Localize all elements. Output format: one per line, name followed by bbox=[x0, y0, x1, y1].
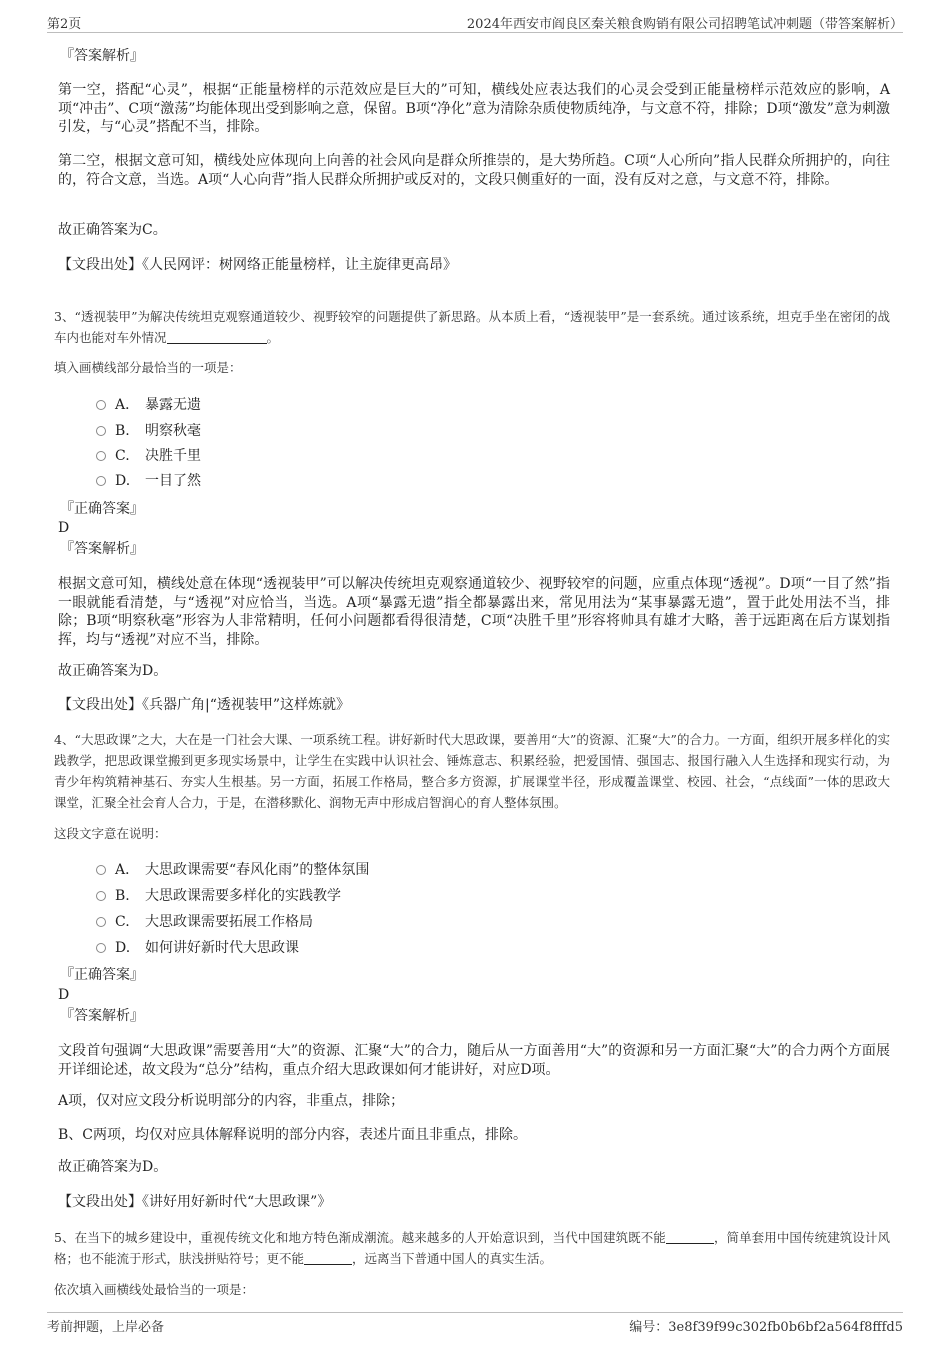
answer-blank bbox=[666, 1230, 714, 1244]
option-text: 大思政课需要多样化的实践教学 bbox=[145, 888, 341, 904]
q4-option-b[interactable] bbox=[96, 887, 341, 905]
option-letter: B. bbox=[115, 888, 130, 904]
q5-stem bbox=[54, 1227, 890, 1269]
q4-analysis: 文段首句强调“大思政课”需要善用“大”的资源、汇聚“大”的合力，随后从一方面善用“大”的资源和另一方面汇聚“大”的合力两个方面展开详细论述，故文段为“总分”结构，重点介绍大思政课如何才能讲好，对应D项。 bbox=[58, 1043, 890, 1078]
page-footer bbox=[47, 1312, 903, 1335]
q4-prompt: 这段文字意在说明： bbox=[54, 826, 167, 841]
radio-button[interactable] bbox=[96, 865, 106, 875]
option-text: 暴露无遗 bbox=[145, 397, 201, 413]
q3-option-c[interactable] bbox=[96, 447, 201, 465]
q2-analysis-label: 『答案解析』 bbox=[60, 48, 144, 64]
answer-blank bbox=[167, 330, 267, 344]
option-text: 明察秋毫 bbox=[145, 423, 201, 439]
q2-source: 【文段出处】《人民网评：树网络正能量榜样，让主旋律更高昂》 bbox=[58, 257, 457, 273]
document-id: 编号：3e8f39f99c302fb0b6bf2a564f8fffd5 bbox=[629, 1320, 903, 1335]
q4-correct-answer: D bbox=[58, 987, 70, 1003]
option-letter: B. bbox=[115, 423, 130, 439]
q2-analysis-paragraph-2: 第二空，根据文意可知，横线处应体现向上向善的社会风向是群众所推崇的，是大势所趋。C项“人心所向”指人民群众所拥护的，向往的，符合文意，当选。A项“人心向背”指人民群众所拥护或反对的，文段只侧重好的一面，没有反对之意，与文意不符，排除。 bbox=[58, 153, 890, 188]
q5-stem-middle: ，简单套用中国传统建筑设计风格；也不能流于形式，肤浅拼贴符号；更不能 bbox=[54, 1230, 890, 1266]
q2-analysis-paragraph-1: 第一空，搭配“心灵”，根据“正能量榜样的示范效应是巨大的”可知，横线处应表达我们的心灵会受到正能量榜样示范效应的影响，A项“冲击”、C项“激荡”均能体现出受到影响之意，保留。B项“净化”意为清除杂质使物质纯净，与文意不符，排除；D项“激发”意为刺激引发，与“心灵”搭配不当，排除。 bbox=[58, 82, 890, 135]
option-text: 如何讲好新时代大思政课 bbox=[145, 940, 299, 956]
footer-slogan: 考前押题，上岸必备 bbox=[47, 1320, 165, 1335]
q3-source: 【文段出处】《兵器广角|“透视装甲”这样炼就》 bbox=[58, 697, 351, 713]
q4-option-c[interactable] bbox=[96, 913, 313, 931]
option-text: 一目了然 bbox=[145, 473, 201, 489]
option-letter: A． bbox=[115, 862, 140, 878]
page-header bbox=[47, 10, 903, 33]
option-letter: D. bbox=[115, 473, 131, 489]
option-letter: C. bbox=[115, 448, 130, 464]
q3-stem bbox=[54, 306, 890, 348]
q3-option-a[interactable] bbox=[96, 396, 201, 414]
radio-button[interactable] bbox=[96, 891, 106, 901]
option-letter: D. bbox=[115, 940, 131, 956]
answer-blank bbox=[304, 1251, 352, 1265]
q5-prompt: 依次填入画横线处最恰当的一项是： bbox=[54, 1282, 255, 1297]
q3-prompt: 填入画横线部分最恰当的一项是： bbox=[54, 360, 242, 375]
q4-correct-label: 『正确答案』 bbox=[60, 967, 144, 983]
q4-option-d[interactable] bbox=[96, 939, 299, 957]
option-letter: A． bbox=[115, 397, 140, 413]
q3-analysis-label: 『答案解析』 bbox=[60, 541, 144, 557]
option-text: 大思政课需要“春风化雨”的整体氛围 bbox=[145, 862, 370, 878]
q4-analysis-label: 『答案解析』 bbox=[60, 1008, 144, 1024]
option-letter: C. bbox=[115, 914, 130, 930]
q5-stem-end: ，远离当下普通中国人的真实生活。 bbox=[352, 1251, 553, 1266]
q3-option-d[interactable] bbox=[96, 472, 201, 490]
radio-button[interactable] bbox=[96, 426, 106, 436]
q3-option-b[interactable] bbox=[96, 422, 201, 440]
radio-button[interactable] bbox=[96, 400, 106, 410]
radio-button[interactable] bbox=[96, 451, 106, 461]
option-text: 决胜千里 bbox=[145, 448, 201, 464]
page-number: 第2页 bbox=[47, 17, 82, 32]
q5-stem-text: 5、在当下的城乡建设中，重视传统文化和地方特色渐成潮流。越来越多的人开始意识到，当代中国建筑既不能 bbox=[54, 1230, 666, 1245]
q3-correct-answer: D bbox=[58, 520, 70, 536]
q4-option-a[interactable] bbox=[96, 861, 369, 879]
document-title: 2024年西安市阎良区秦关粮食购销有限公司招聘笔试冲刺题（带答案解析） bbox=[466, 17, 903, 32]
q3-stem-end: 。 bbox=[266, 330, 280, 345]
q3-analysis: 根据文意可知，横线处意在体现“透视装甲”可以解决传统坦克观察通道较少、视野较窄的问题，应重点体现“透视”。D项“一目了然”指一眼就能看清楚，与“透视”对应恰当，当选。A项“暴露无遗”指全都暴露出来，常见用法为“某事暴露无遗”，置于此处用法不当，排除；B项“明察秋毫”形容为人非常精明，任何小问题都看得很清楚，C项“决胜千里”形容将帅具有雄才大略，善于远距离在后方谋划指挥，均与“透视”对应不当，排除。 bbox=[58, 576, 890, 648]
q4-conclusion: 故正确答案为D。 bbox=[58, 1159, 168, 1175]
radio-button[interactable] bbox=[96, 917, 106, 927]
q3-conclusion: 故正确答案为D。 bbox=[58, 663, 168, 679]
radio-button[interactable] bbox=[96, 476, 106, 486]
radio-button[interactable] bbox=[96, 943, 106, 953]
q3-correct-label: 『正确答案』 bbox=[60, 501, 144, 517]
q4-option-bc-note: B、C两项，均仅对应具体解释说明的部分内容，表述片面且非重点，排除。 bbox=[58, 1127, 527, 1143]
option-text: 大思政课需要拓展工作格局 bbox=[145, 914, 313, 930]
q4-option-a-note: A项，仅对应文段分析说明部分的内容，非重点，排除； bbox=[58, 1093, 405, 1109]
q3-stem-text: 3、“透视装甲”为解决传统坦克观察通道较少、视野较窄的问题提供了新思路。从本质上看，“透视装甲”是一套系统。通过该系统，坦克手坐在密闭的战车内也能对车外情况 bbox=[54, 309, 890, 345]
q2-conclusion: 故正确答案为C。 bbox=[58, 222, 167, 238]
q4-source: 【文段出处】《讲好用好新时代“大思政课”》 bbox=[58, 1194, 332, 1210]
q4-stem: 4、“大思政课”之大，大在是一门社会大课、一项系统工程。讲好新时代大思政课，要善用“大”的资源、汇聚“大”的合力。一方面，组织开展多样化的实践教学，把思政课堂搬到更多现实场景中，让学生在实践中认识社会、锤炼意志、积累经验，把爱国情、强国志、报国行融入人生选择和现实行动，为青少年构筑精神基石、夯实人生根基。另一方面，拓展工作格局，整合多方资源，扩展课堂半径，形成覆盖课堂、校园、社会，“点线面”一体的思政大课堂，汇聚全社会育人合力，于是，在潜移默化、润物无声中形成启智润心的育人整体氛围。 bbox=[54, 732, 890, 810]
